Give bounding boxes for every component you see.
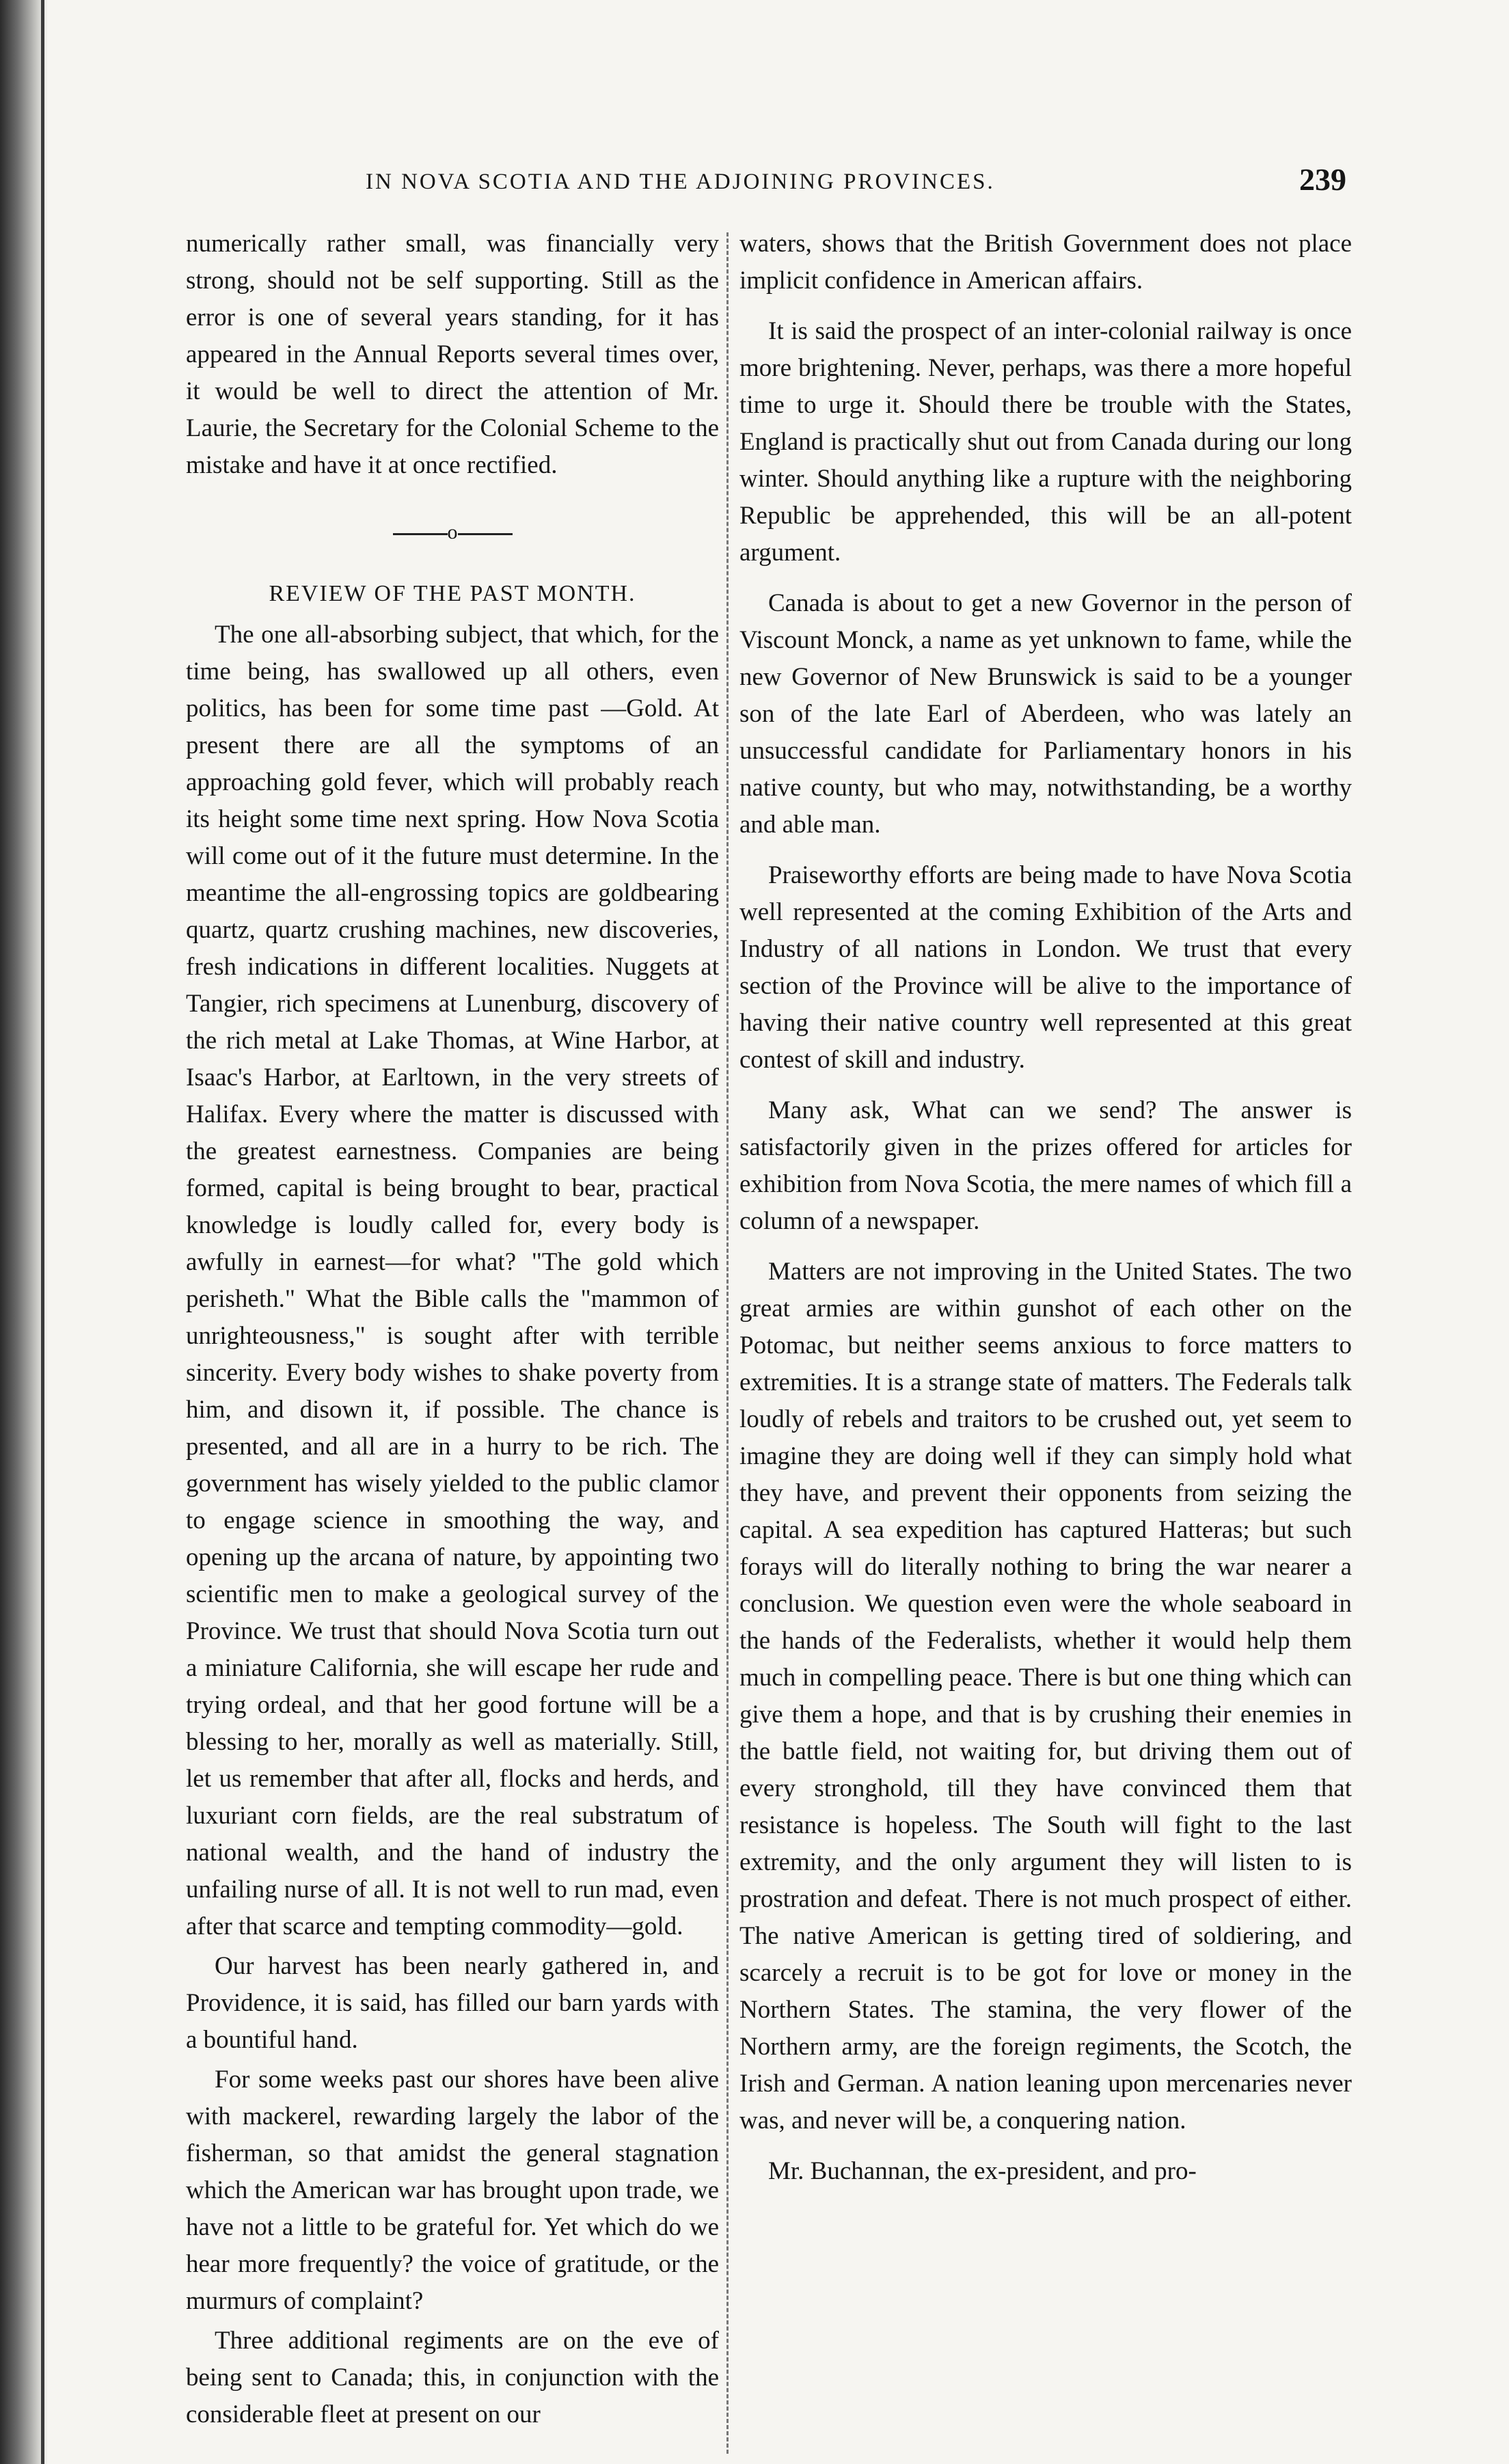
divider-rule: [458, 533, 513, 535]
paragraph: Matters are not improving in the United States. The two great armies are within gunshot of each other on the Potomac, but neither seems anxious to force matters to extremities. It is a strange state of matters. The Federals talk loudly of rebels and traitors to be crushed out, yet seem to imagine they are doing well if they can simply hold what they have, and prevent their opponents from seizing the capital. A sea expedition has captured Hatteras; but such forays will do literally nothing to bring the war nearer a conclusion. We question even were the whole seaboard in the hands of the Federalists, whether it would help them much in compelling peace. There is but one thing which can give them a hope, and that is by crushing their enemies in the battle field, not waiting for, but driving them out of every stronghold, till they have convinced them that resistance is hopeless. The South will fight to the last extremity, and the only argument they will listen to is prostration and defeat. There is not much prospect of either. The native American is getting tired of soldiering, and scarcely a recruit is to be got for love or money in the Northern States. The stamina, the very flower of the Northern army, are the foreign regiments, the Scotch, the Irish and German. A nation leaning upon mercenaries never was, and never will be, a conquering nation.: [739, 1258, 1352, 2135]
section-heading: REVIEW OF THE PAST MONTH.: [269, 581, 636, 606]
column-rule: [726, 232, 729, 2454]
paragraph: Praiseworthy efforts are being made to have Nova Scotia well represented at the coming Exhibition of the Arts and Industry of all nations in London. We trust that every section of the Province will be alive to the importance of having their native country well represented at this great contest of skill and industry.: [739, 861, 1352, 1074]
paragraph: Many ask, What can we send? The answer is satisfactorily given in the prizes offered for articles for exhibition from Nova Scotia, the mere names of which fill a column of a newspaper.: [739, 1096, 1352, 1235]
paragraph: Canada is about to get a new Governor in the person of Viscount Monck, a name as yet unknown to fame, while the new Governor of New Brunswick is said to be a younger son of the late Earl of Aberdeen, who was lately an unsuccessful candidate for Parliamentary honors in his native county, but who may, notwithstanding, be a worthy and able man.: [739, 589, 1352, 839]
paragraph: The one all-absorbing subject, that which, for the time being, has swallowed up all others, even politics, has been for some time past —Gold. At present there are all the symptoms of an approaching gold fever, which will probably reach its height some time next spring. How Nova Scotia will come out of it the future must determine. In the meantime the all-engrossing topics are goldbearing quartz, quartz crushing machines, new discoveries, fresh indications in different localities. Nuggets at Tangier, rich specimens at Lunenburg, discovery of the rich metal at Lake Thomas, at Wine Harbor, at Isaac's Harbor, at Earltown, in the very streets of Halifax. Every where the matter is discussed with the greatest earnestness. Companies are being formed, capital is being brought to bear, practical knowledge is loudly called for, every body is awfully in earnest—for what? "The gold which perisheth." What the Bible calls the "mammon of unrighteousness," is sought after with terrible sincerity. Every body wishes to shake poverty from him, and disown it, if possible. The chance is presented, and all are in a hurry to be rich. The government has wisely yielded to the public clamor to engage science in smoothing the way, and opening up the arcana of nature, by appointing two scientific men to make a geological survey of the Province. We trust that should Nova Scotia turn out a miniature California, she will escape her rude and trying ordeal, and that her good fortune will be a blessing to her, morally as well as materially. Still, let us remember that after all, flocks and herds, and luxuriant corn fields, are the real substratum of national wealth, and the hand of industry the unfailing nurse of all. It is not well to run mad, even after that scarce and tempting commodity—gold.: [186, 621, 719, 1940]
paragraph: It is said the prospect of an inter-colonial railway is once more brightening. Never, perhaps, was there a more hopeful time to urge it. Should there be trouble with the States, England is practically shut out from Canada during our long winter. Should anything like a rupture with the neighboring Republic be apprehended, this will be an all-potent argument.: [739, 317, 1352, 567]
paragraph: For some weeks past our shores have been alive with mackerel, rewarding largely the labor of the fisherman, so that amidst the general stagnation which the American war has brought upon trade, we have not a little to be grateful for. Yet which do we hear more frequently? the voice of gratitude, or the murmurs of complaint?: [186, 2066, 719, 2315]
running-head: IN NOVA SCOTIA AND THE ADJOINING PROVINCES.: [366, 170, 995, 194]
page-number: 239: [1299, 162, 1346, 197]
page-header: [342, 161, 1346, 202]
paragraph: Mr. Buchannan, the ex-president, and pro-: [768, 2157, 1197, 2185]
section-divider: [186, 514, 719, 551]
paragraph: Our harvest has been nearly gathered in, and Providence, it is said, has filled our barn yards with a bountiful hand.: [186, 1952, 719, 2054]
paragraph: waters, shows that the British Government does not place implicit confidence in American affairs.: [739, 230, 1352, 295]
left-column: [186, 226, 719, 2433]
divider-mark: o: [447, 521, 458, 543]
divider-rule: [393, 533, 448, 535]
paragraph: numerically rather small, was financially very strong, should not be self supporting. Still as the error is one of several years standing, for it has appeared in the Annual Reports several times over, it would be well to direct the attention of Mr. Laurie, the Secretary for the Colonial Scheme to the mistake and have it at once rectified.: [186, 230, 719, 479]
right-column: [739, 226, 1352, 2190]
paragraph: Three additional regiments are on the eve of being sent to Canada; this, in conjunction with the considerable fleet at present on our: [186, 2327, 719, 2428]
binding-spine: [41, 0, 44, 2464]
